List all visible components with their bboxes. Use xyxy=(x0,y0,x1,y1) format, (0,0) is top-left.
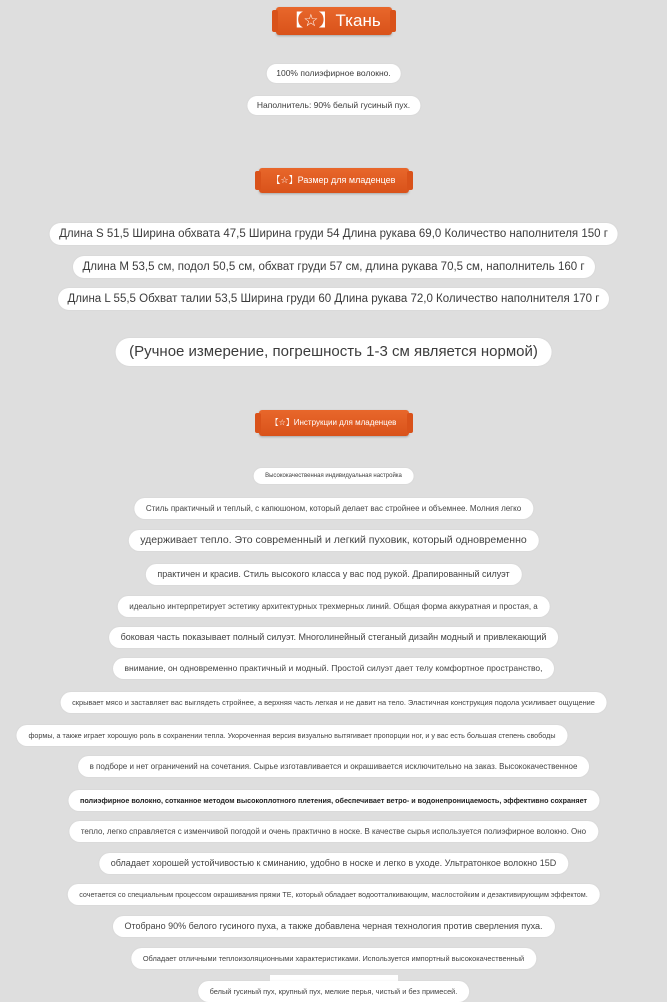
size-row: Длина L 55,5 Обхват талии 53,5 Ширина груди 60 Длина рукава 72,0 Количество наполнителя 170 г xyxy=(58,288,610,310)
instructions-line: тепло, легко справляется с изменчивой погодой и очень практично в носке. В качестве сырья используется полиэфирное волокно. Оно xyxy=(69,821,598,842)
size-title-banner xyxy=(259,168,409,193)
instructions-line: Отобрано 90% белого гусиного пуха, а также добавлена черная технология против сверления пуха. xyxy=(112,916,554,937)
instructions-title: 【☆】Инструкции для младенцев xyxy=(270,418,397,427)
instructions-line: практичен и красив. Стиль высокого класса у вас под рукой. Драпированный силуэт xyxy=(145,564,521,585)
instructions-line: Высококачественная индивидуальная настройка xyxy=(253,468,414,484)
fabric-title-banner xyxy=(276,7,392,35)
size-row: Длина S 51,5 Ширина обхвата 47,5 Ширина груди 54 Длина рукава 69,0 Количество наполнителя 150 г xyxy=(49,223,618,245)
instructions-line: полиэфирное волокно, сотканное методом высокоплотного плетения, обеспечивает ветро- и водонепроницаемость, эффективно сохраняет xyxy=(68,790,599,811)
instructions-line: Обладает отличными теплоизоляционными характеристиками. Используется импортный высококачественный xyxy=(131,948,536,969)
size-row: Длина M 53,5 см, подол 50,5 см, обхват груди 57 см, длина рукава 70,5 см, наполнитель 160 г xyxy=(72,256,594,278)
instructions-line: в подборе и нет ограничений на сочетания. Сырье изготавливается и окрашивается исключительно на заказ. Высококачественное xyxy=(78,756,590,777)
fabric-line: 100% полиэфирное волокно. xyxy=(266,64,401,83)
fabric-title: 【☆】Ткань xyxy=(286,11,381,30)
fabric-line: Наполнитель: 90% белый гусиный пух. xyxy=(247,96,420,115)
size-note: (Ручное измерение, погрешность 1-3 см является нормой) xyxy=(115,338,552,366)
instructions-line: боковая часть показывает полный силуэт. Многолинейный стеганый дизайн модный и привлекающий xyxy=(109,627,559,648)
instructions-line: внимание, он одновременно практичный и модный. Простой силуэт дает телу комфортное пространство, xyxy=(113,658,555,679)
instructions-line: удерживает тепло. Это современный и легкий пуховик, который одновременно xyxy=(128,530,538,551)
instructions-line: скрывает мясо и заставляет вас выглядеть стройнее, а верхняя часть легкая и не давит на тело. Эластичная конструкция подола усиливает ощущение xyxy=(60,692,607,713)
instructions-line: сочетается со специальным процессом окрашивания пряжи TE, который обладает водоотталкивающим, маслостойким и дезактивирующим эффектом. xyxy=(67,884,600,905)
instructions-line: идеально интерпретирует эстетику архитектурных трехмерных линий. Общая форма аккуратная и простая, а xyxy=(117,596,550,617)
instructions-title-banner xyxy=(259,410,409,436)
size-title: 【☆】Размер для младенцев xyxy=(271,175,396,185)
instructions-line: формы, а также играет хорошую роль в сохранении тепла. Укороченная версия визуально вытягивает пропорции ног, и у вас есть большая степень свободы xyxy=(16,725,567,746)
instructions-line: Стиль практичный и теплый, с капюшоном, который делает вас стройнее и объемнее. Молния легко xyxy=(134,498,533,519)
instructions-line: белый гусиный пух, крупный пух, мелкие перья, чистый и без примесей. xyxy=(198,981,470,1002)
instructions-line: обладает хорошей устойчивостью к сминанию, удобно в носке и легко в уходе. Ультратонкое волокно 15D xyxy=(99,853,568,874)
